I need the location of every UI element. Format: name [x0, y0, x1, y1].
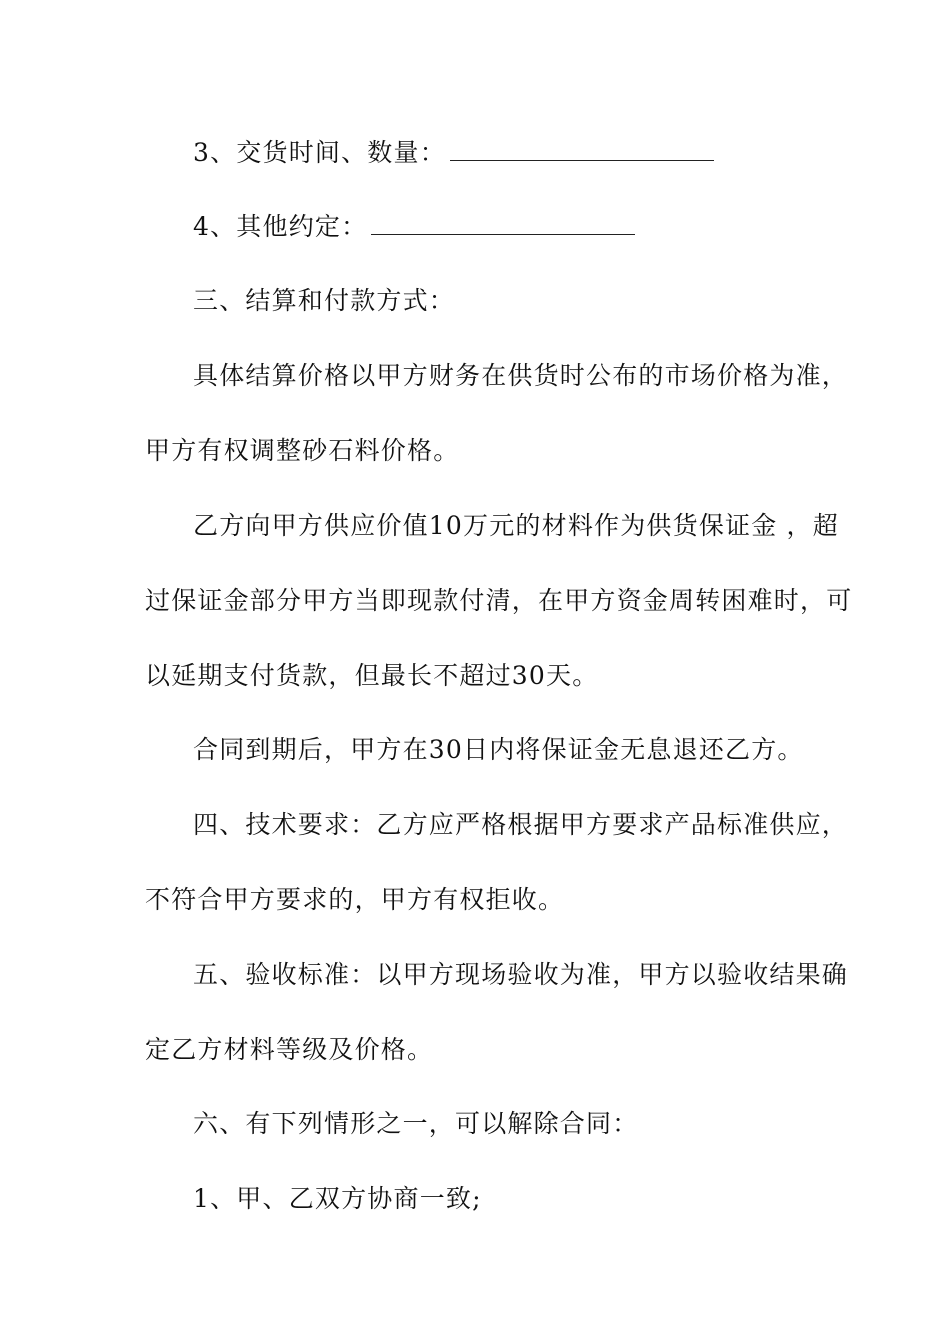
paragraph-line: 定乙方材料等级及价格。	[145, 1035, 434, 1064]
clause-delivery-time-quantity	[193, 136, 833, 170]
clause-other-agreements	[193, 210, 833, 244]
section-heading-termination: 六、有下列情形之一，可以解除合同：	[193, 1109, 639, 1138]
paragraph-line: 合同到期后，甲方在30日内将保证金无息退还乙方。	[193, 735, 804, 764]
section-heading-settlement: 三、结算和付款方式：	[193, 286, 456, 315]
paragraph-line: 不符合甲方要求的，甲方有权拒收。	[145, 885, 565, 914]
section-heading-acceptance-standard: 五、验收标准：以甲方现场验收为准，甲方以验收结果确	[193, 960, 849, 989]
clause-text: 4、其他约定：	[193, 212, 368, 241]
fill-in-blank[interactable]	[371, 214, 635, 235]
clause-text: 3、交货时间、数量：	[193, 138, 446, 167]
paragraph-line: 乙方向甲方供应价值10万元的材料作为供货保证金 ，超	[193, 511, 839, 540]
paragraph-line: 甲方有权调整砂石料价格。	[145, 436, 460, 465]
section-heading-technical-requirements: 四、技术要求：乙方应严格根据甲方要求产品标准供应，	[193, 810, 849, 839]
list-item: 1、甲、乙双方协商一致;	[193, 1184, 482, 1213]
fill-in-blank[interactable]	[450, 140, 714, 161]
paragraph-line: 以延期支付货款，但最长不超过30天。	[145, 661, 599, 690]
paragraph-line: 具体结算价格以甲方财务在供货时公布的市场价格为准，	[193, 361, 849, 390]
paragraph-line: 过保证金部分甲方当即现款付清，在甲方资金周转困难时，可	[145, 586, 853, 615]
